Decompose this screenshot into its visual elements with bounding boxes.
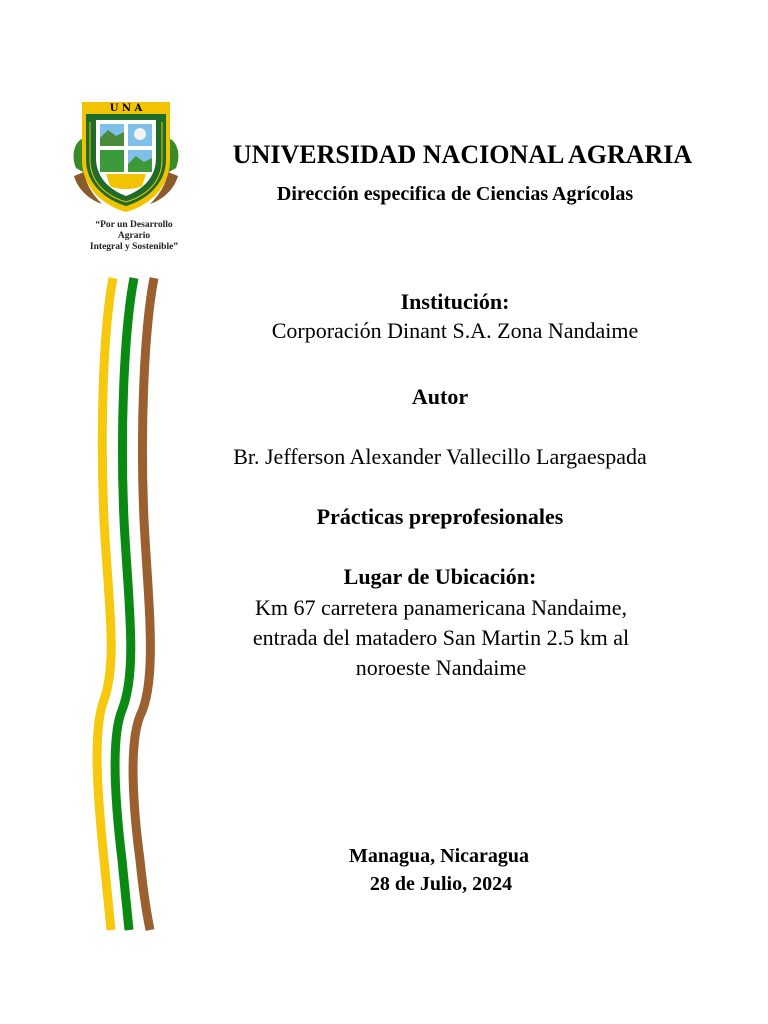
location-value <box>211 593 671 683</box>
motto-line-3: Integral y Sostenible” <box>89 242 179 252</box>
motto-line-1: “Por un Desarrollo <box>95 220 173 230</box>
author-label: Autor <box>411 384 469 409</box>
practice-title: Prácticas preprofesionales <box>316 504 564 529</box>
university-name: UNIVERSIDAD NACIONAL AGRARIA <box>232 140 693 169</box>
city-line: Managua, Nicaragua <box>349 845 529 867</box>
location-line-1: Km 67 carretera panamericana Nandaime, <box>255 595 627 620</box>
university-motto <box>76 220 192 253</box>
location-label: Lugar de Ubicación: <box>343 564 537 589</box>
direction-title: Dirección especifica de Ciencias Agrícolas <box>276 183 634 205</box>
yellow-stripe <box>97 278 113 930</box>
svg-text:U N A: U N A <box>109 103 143 114</box>
brown-stripe <box>133 278 154 930</box>
location-line-3: noroeste Nandaime <box>355 655 527 680</box>
location-line-2: entrada del matadero San Martin 2.5 km al <box>252 625 630 650</box>
institution-label: Institución: <box>400 289 510 314</box>
motto-line-2: Agrario <box>117 231 151 241</box>
university-logo <box>66 98 186 216</box>
author-value: Br. Jefferson Alexander Vallecillo Largaespada <box>233 444 647 469</box>
green-stripe <box>115 278 134 930</box>
institution-value: Corporación Dinant S.A. Zona Nandaime <box>271 318 639 343</box>
date-line: 28 de Julio, 2024 <box>369 873 513 895</box>
university-seal-icon <box>66 98 186 216</box>
